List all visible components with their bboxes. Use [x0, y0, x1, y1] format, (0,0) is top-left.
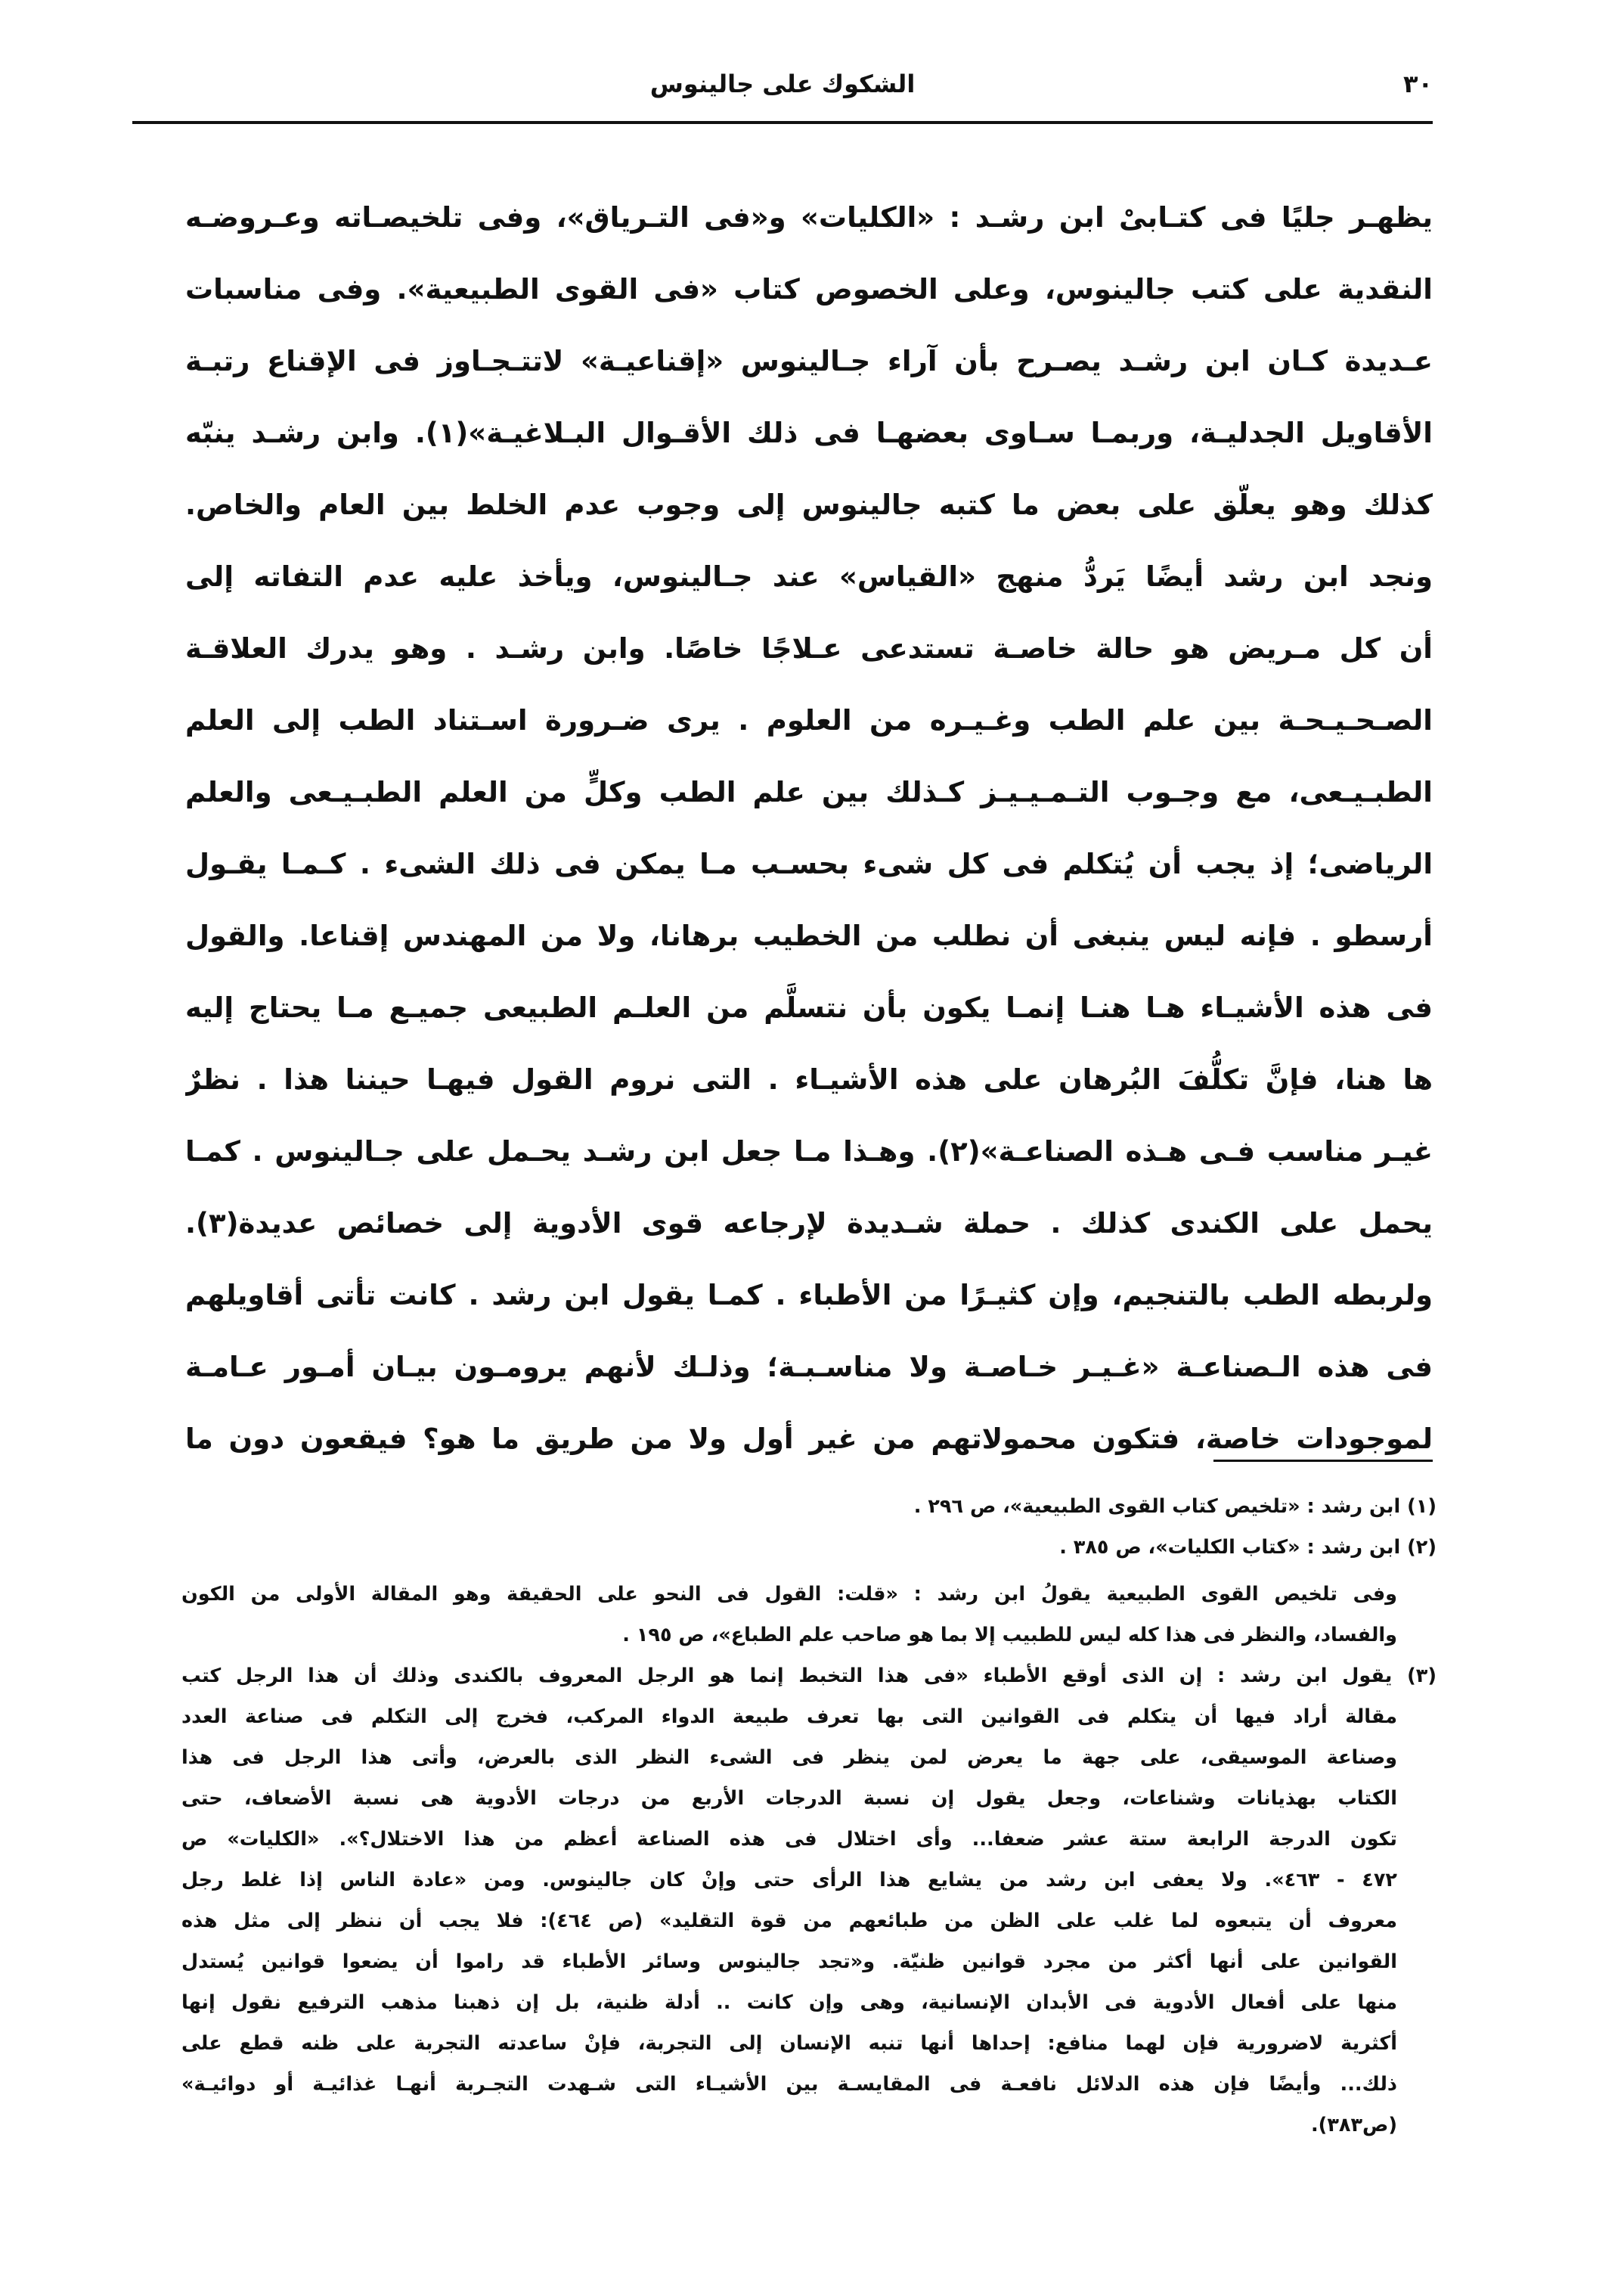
footnote-3-line: منها على أفعال الأدوية فى الأبدان الإنسانية، وهى وإن كانت .. أدلة ظنية، بل إن ذهبنا مذهب الترفيع نقول إنها: [181, 1991, 1397, 2014]
footnotes: [181, 1486, 1436, 2146]
running-head: [132, 70, 1433, 115]
text-line: فى هذه الـصناعـة «غـيـر خـاصـة ولا مناسـبـة؛ وذلـك لأنهم يرومـون بيـان أمـور عـامـة: [185, 1351, 1433, 1383]
footnote-3-line: الكتاب بهذيانات وشناعات، وجعل يقول إن نسبة الدرجات الأربع من درجات الأدوية هى نسبة الأضعاف، حتى: [181, 1787, 1397, 1810]
footnote-3: (٣) يقول ابن رشد : إن الذى أوقع الأطباء «فى هذا التخبط إنما هو الرجل المعروف بالكندى وذلك أن هذا الرجل كتب: [181, 1665, 1436, 1687]
text-line: غيـر مناسب فـى هـذه الصناعـة»(٢). وهـذا مـا جعل ابن رشـد يحـمل على جـالينوس . كمـا: [185, 1135, 1433, 1168]
footnote-3-line: تكون الدرجة الرابعة ستة عشر ضعفا... وأى اختلال فى هذه الصناعة أعظم من هذا الاختلال؟». «الكليات» ص: [181, 1828, 1397, 1851]
text-line: الطبـيـعى، مع وجـوب التـمـيـيـز كـذلك بين علم الطب وكلٍّ من العلم الطبـيـعى والعلم: [185, 776, 1433, 808]
text-line: ولربطه الطب بالتنجيم، وإن كثيـرًا من الأطباء . كمـا يقول ابن رشد . كانت تأتى أقاويلهم: [185, 1279, 1433, 1311]
text-line: ونجد ابن رشد أيضًا يَردُّ منهج «القياس» عند جـالينوس، ويأخذ عليه عدم التفاته إلى: [185, 560, 1433, 593]
text-line: الرياضى؛ إذ يجب أن يُتكلم فى كل شىء بحسـب مـا يمكن فى ذلك الشىء . كـمـا يقـول: [185, 848, 1433, 880]
footnote-rule: [1213, 1460, 1433, 1462]
text-line: أن كل مـريض هو حالة خاصـة تستدعى عـلاجًا خاصًا. وابن رشـد . وهو يدرك العلاقـة: [185, 632, 1433, 665]
footnote-3-line: (ص٣٨٣).: [1310, 2114, 1397, 2136]
page-number: ٣٠: [1402, 70, 1433, 98]
text-line: الأقاويل الجدليـة، وربمـا سـاوى بعضهـا فى ذلك الأقـوال البـلاغيـة»(١). وابن رشـد ينبّه: [185, 417, 1433, 449]
footnote-3-line: القوانين على أنها أكثر من مجرد قوانين ظنيّة. و«تجد جالينوس وسائر الأطباء قد راموا أن يضعوا قوانين يُستدل: [181, 1950, 1397, 1973]
footnote-2-continuation: والفساد، والنظر فى هذا كله ليس للطبيب إلا بما هو صاحب علم الطباع»، ص ١٩٥ .: [622, 1624, 1397, 1646]
running-title: الشكوك على جالينوس: [649, 70, 916, 98]
text-line: فى هذه الأشيـاء هـا هنـا إنمـا يكون بأن نتسلَّم من العلـم الطبيعى جميـع مـا يحتاج إليه: [185, 991, 1433, 1024]
footnote-2: (٢) ابن رشد : «كتاب الكليات»، ص ٣٨٥ .: [1059, 1536, 1436, 1559]
header-rule: [132, 121, 1433, 124]
text-line: يظهـر جليًا فى كتـابىْ ابن رشـد : «الكليات» و«فى التـرياق»، وفى تلخيصـاته وعـروضـه: [185, 201, 1433, 234]
footnote-2-continuation: وفى تلخيص القوى الطبيعية يقولُ ابن رشد : «قلت: القول فى النحو على الحقيقة وهو المقالة الأولى من الكون: [181, 1583, 1397, 1606]
text-line: يحمل على الكندى كذلك . حملة شـديدة لإرجاعه قوى الأدوية إلى خصائص عديدة(٣).: [185, 1207, 1433, 1240]
text-line: ها هنا، فإنَّ تكلُّفَ البُرهان على هذه الأشيـاء . التى نروم القول فيهـا حيننا هذا . نظرٌ: [185, 1063, 1433, 1096]
footnote-3-line: معروف أن يتبعوه لما غلب على الظن من طبائعهم من قوة التقليد» (ص ٤٦٤): فلا يجب أن ننظر إلى مثل هذه: [181, 1910, 1398, 1932]
footnote-3-line: أكثرية لاضرورية فإن لهما منافع: إحداها أنها تنبه الإنسان إلى التجربة، فإنْ ساعدته التجربة على ظنه قطع على: [181, 2032, 1397, 2055]
footnote-3-line: ٤٧٢ - ٤٦٣». ولا يعفى ابن رشد من يشايع هذا الرأى حتى وإنْ كان جالينوس. ومن «عادة الناس إذا غلط رجل: [181, 1869, 1397, 1891]
text-line: لموجودات خاصة، فتكون محمولاتهم من غير أول ولا من طريق ما هو؟ فيقعون دون ما: [185, 1423, 1433, 1455]
text-line: كذلك وهو يعلّق على بعض ما كتبه جالينوس إلى وجوب عدم الخلط بين العام والخاص.: [185, 489, 1433, 521]
text-line: النقدية على كتب جالينوس، وعلى الخصوص كتاب «فى القوى الطبيعية». وفى مناسبات: [185, 273, 1433, 306]
footnote-1: (١) ابن رشد : «تلخيص كتاب القوى الطبيعية»، ص ٢٩٦ .: [913, 1495, 1436, 1518]
main-text: [185, 182, 1433, 1475]
footnote-3-line: مقالة أراد فيها أن يتكلم فى القوانين التى بها تعرف طبيعة الدواء المركب، فخرج إلى التكلم فى صناعة العدد: [181, 1705, 1397, 1728]
footnote-3-line: ذلك... وأيضًا فإن هذه الدلائل نافعـة فى المقايسـة بين الأشيـاء التى شـهدت التجـربة أنهـا غذائيـة أو دوائيـة»: [181, 2073, 1397, 2096]
footnote-3-line: وصناعة الموسيقى، على جهة ما يعرض لمن ينظر فى الشىء النظر الذى بالعرض، وأتى هذا الرجل فى هذا: [181, 1746, 1397, 1769]
text-line: أرسطو . فإنه ليس ينبغى أن نطلب من الخطيب برهانا، ولا من المهندس إقناعا. والقول: [185, 920, 1433, 952]
text-line: عـديدة كـان ابن رشـد يصـرح بأن آراء جـالينوس «إقناعيـة» لاتتـجـاوز فى الإقناع رتبـة: [185, 345, 1433, 377]
text-line: الصـحـيـحـة بين علم الطب وغـيـره من العلوم . يرى ضـرورة اسـتناد الطب إلى العلم: [185, 704, 1433, 737]
